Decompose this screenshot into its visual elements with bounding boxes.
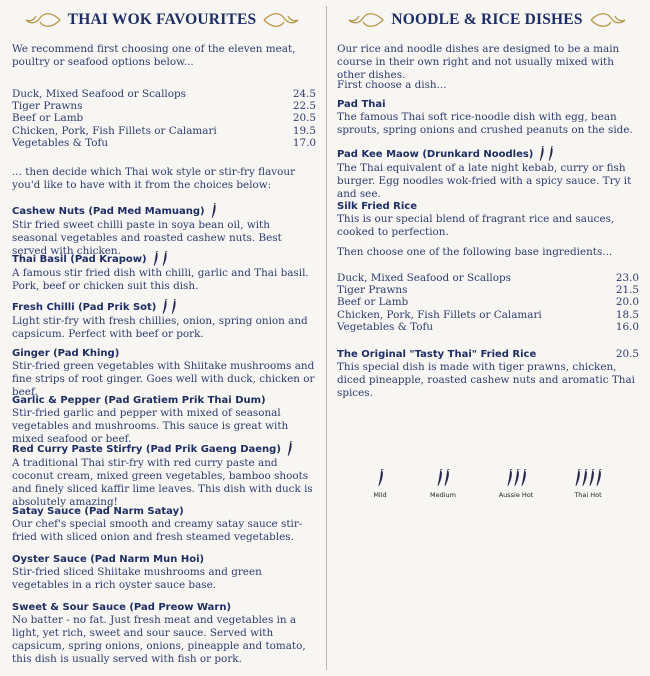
ornament-right-icon [262,10,302,30]
wok-dish: Oyster Sauce (Pad Narm Mun Hoi) Stir-fried sliced Shiitake mushrooms and green vegetables in a rich oyster sauce base. [12,554,262,591]
chili-icon [160,251,169,267]
noodle-then-text: Then choose one of the following base ingredients... [337,246,613,258]
noodle-dish: Silk Fried Rice This is our special blend of fragrant rice and sauces, cooked to perfection. [337,201,615,238]
noodle-dish: Pad Kee Maow (Drunkard Noodles) The Thai equivalent of a late night kebab, curry or fish burger. Egg noodles wok-fried with a spicy sauce. Try it and see. [337,146,642,201]
price-row: Chicken, Pork, Fish Fillets or Calamari 18.5 [337,308,639,321]
wok-dish: Garlic & Pepper (Pad Gratiem Prik Thai Dum) Stir-fried garlic and pepper with mixed of seasonal vegetables and mushrooms. This sauce is great with mixed seafood or beef. [12,395,289,445]
ornament-right-icon [589,10,629,30]
noodle-dish: Pad Thai The famous Thai soft rice-noodle dish with egg, bean sprouts, spring onions and crushed peanuts on the side. [337,99,633,136]
special-fried-rice [337,348,639,400]
chili-icon [209,203,218,219]
wok-then-text: ... then decide which Thai wok style or stir-fry flavour you'd like to have with it from the choices below: [12,166,296,191]
legend-mild: Mild [360,468,400,499]
ornament-left-icon [345,10,385,30]
price-row: Vegetables & Tofu 17.0 [12,136,316,149]
wok-dish: Fresh Chilli (Pad Prik Sot) Light stir-fry with fresh chillies, onion, spring onion and capsicum. Perfect with beef or pork. [12,299,318,341]
wok-price-list [12,88,316,149]
page-title: THAI WOK FAVOURITES [67,11,257,28]
thai-wok-heading-wrap [12,6,312,34]
chili-icon [376,468,385,488]
noodle-heading-wrap [337,6,637,34]
special-title: The Original "Tasty Thai" Fried Rice [337,349,537,360]
price-row: Beef or Lamb 20.0 [337,296,639,309]
special-desc: This special dish is made with tiger prawns, chicken, diced pineapple, roasted cashew nuts and aromatic Thai spices. [337,361,635,399]
noodle-price-list [337,272,639,333]
wok-dish: Ginger (Pad Khing) Stir-fried green vegetables with Shiitake mushrooms and fine strips of root ginger. Goes well with duck, chicken or beef. [12,348,315,398]
price-row: Vegetables & Tofu 16.0 [337,320,639,333]
special-price: 20.5 [615,348,639,360]
price-row: Duck, Mixed Seafood or Scallops 24.5 [12,88,316,100]
noodle-intro: Our rice and noodle dishes are designed to be a main course in their own right and not usually mixed with other dishes. [337,43,620,81]
chili-icon [169,299,178,315]
wok-dish: Sweet & Sour Sauce (Pad Preow Warn) No batter - no fat. Just fresh meat and vegetables in a light, yet rich, sweet and sour sauce. Served with capsicum, spring onions, onions, pineapple and tomato, this dish is usually served with fish or pork. [12,602,306,665]
chili-icon [537,146,546,162]
wok-dish: Thai Basil (Pad Krapow) A famous stir fried dish with chilli, garlic and Thai basil. Pork, beef or chicken suit this dish. [12,251,318,293]
chili-icon [546,146,555,162]
chili-icon [594,468,603,488]
chili-icon [442,468,451,488]
price-row: Tiger Prawns 22.5 [12,100,316,113]
wok-intro: We recommend first choosing one of the eleven meat, poultry or seafood options below... [12,43,296,68]
price-row: Chicken, Pork, Fish Fillets or Calamari 19.5 [12,124,316,137]
legend-aussie-hot: Aussie Hot [486,468,546,499]
price-row: Duck, Mixed Seafood or Scallops 23.0 [337,272,639,284]
chili-icon [151,251,160,267]
wok-dish: Cashew Nuts (Pad Med Mamuang) Stir fried sweet chilli paste in soya bean oil, with seasonal vegetables and roasted cashew nuts. Best served with chicken. [12,203,318,258]
chili-icon [285,441,294,457]
section-title: NOODLE & RICE DISHES [391,11,583,28]
chili-heat-legend [360,468,620,508]
legend-thai-hot: Thai Hot [558,468,618,499]
chili-icon [519,468,528,488]
ornament-left-icon [22,10,62,30]
chili-icon [160,299,169,315]
legend-medium: Medium [418,468,468,499]
price-row: Beef or Lamb 20.5 [12,112,316,125]
noodle-first-text: First choose a dish... [337,79,447,91]
column-divider [326,6,327,670]
wok-dish: Satay Sauce (Pad Narm Satay) Our chef's special smooth and creamy satay sauce stir-fried with sliced onion and fresh steamed vegetables. [12,506,303,543]
price-row: Tiger Prawns 21.5 [337,284,639,297]
wok-dish: Red Curry Paste Stirfry (Pad Prik Gaeng Daeng) A traditional Thai stir-fry with red curry paste and coconut cream, mixed green vegetables, bamboo shoots and finely sliced kaffir lime leaves. This dish with duck is absolutely amazing! [12,441,318,509]
